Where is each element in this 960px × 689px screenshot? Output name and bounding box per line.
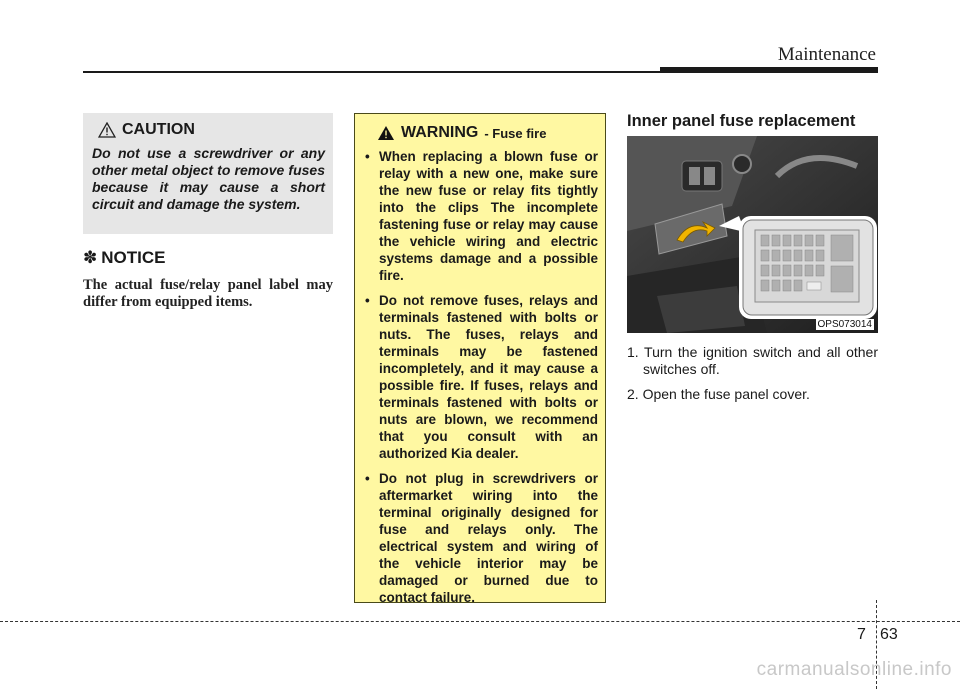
fuse-panel-illustration [627, 136, 878, 333]
warning-item: • When replacing a blown fuse or relay with a new one, make sure the new fuse or relay fits tightly into the clips The incomplete fastening fuse or relay may cause the vehicle wiring and electric systems damage and a possible fire. [365, 148, 598, 284]
notice-text: The actual fuse/relay panel label may differ from equipped items. [83, 277, 333, 310]
steps-list [627, 344, 878, 411]
warning-box [354, 113, 606, 603]
watermark: carmanualsonline.info [756, 659, 952, 680]
warning-list [365, 148, 598, 606]
header-rule [83, 71, 660, 73]
warning-item: • Do not remove fuses, relays and terminals fastened with bolts or nuts. The fuses, relays and terminals may be fastened incompletely, and it may cause a possible fire. If fuses, relays and terminals fastened with bolts or nuts are blown, we recommend that you consult with an authorized Kia dealer. [365, 292, 598, 462]
warning-title: WARNING [401, 124, 479, 141]
warning-subtitle: - Fuse fire [484, 125, 547, 141]
notice-heading [83, 248, 165, 268]
notice-title: NOTICE [101, 248, 166, 267]
warning-triangle-icon [377, 125, 395, 141]
caution-header [98, 121, 325, 139]
warning-item: • Do not plug in screwdrivers or aftermarket wiring into the terminal originally designed for fuse and relays only. The electrical system and wiring of the vehicle interior may be damaged or burned due to contact failure. [365, 470, 598, 606]
warning-header [377, 124, 598, 142]
caution-text: Do not use a screwdriver or any other metal object to remove fuses because it may cause a short circuit and damage the system. [92, 145, 325, 212]
chapter-number: 7 [857, 626, 866, 643]
step-item: 2. Open the fuse panel cover. [627, 386, 810, 402]
caution-title: CAUTION [122, 121, 195, 138]
fuse-panel-photo [627, 136, 878, 333]
warning-triangle-icon [98, 122, 116, 138]
caution-box [83, 113, 333, 234]
notice-symbol-icon: ✽ [83, 248, 98, 267]
header-rule-thick [660, 67, 878, 73]
section-title: Inner panel fuse replacement [627, 112, 856, 130]
page-number: 63 [880, 626, 898, 643]
step-item: 1. Turn the ignition switch and all other switches off. [627, 344, 878, 377]
footer-rule [0, 621, 960, 622]
image-code: OPS073014 [817, 319, 872, 330]
section-header: Maintenance [777, 44, 876, 65]
